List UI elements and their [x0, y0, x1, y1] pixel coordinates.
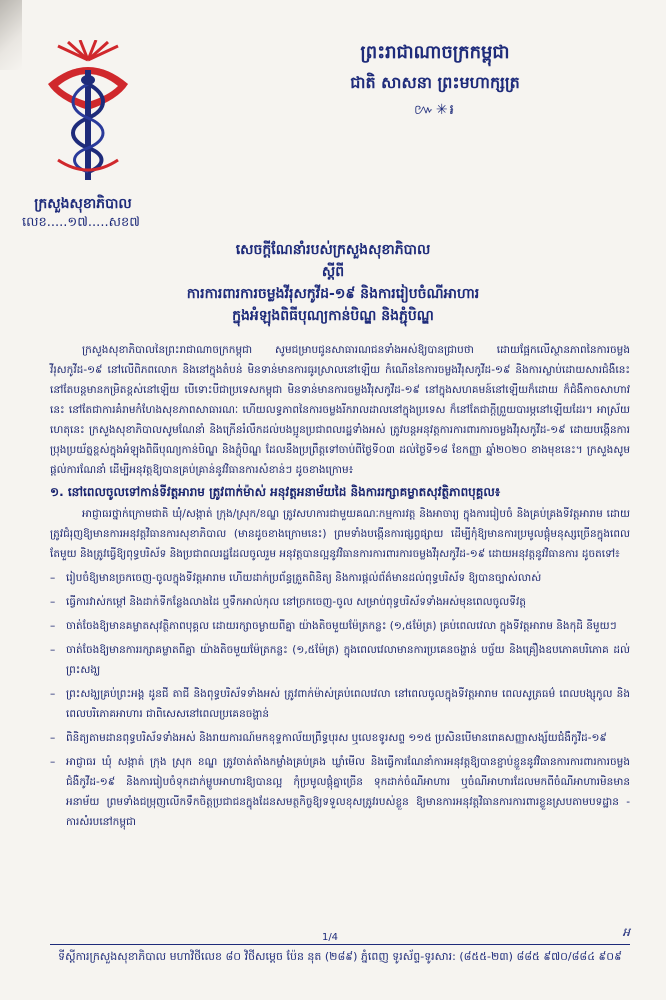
- notice-subject-line-1: ការការពារការចម្លងវីរុសកូវីដ-១៩ និងការរៀបចំណីអាហារ: [186, 286, 480, 302]
- ministry-name: ក្រសួងសុខាភិបាល: [34, 196, 132, 212]
- measures-list: [50, 568, 630, 836]
- list-item: – ព្រះសង្ឃគ្រប់ព្រះអង្គ ដូនជី តាជី និងពុទ្ធបរិស័ទទាំងអស់ ត្រូវពាក់ម៉ាស់គ្រប់ពេលវេលា នៅពេលចូលក្នុងទីវត្តអារាម ពេលសូត្រធម៌ ពេលបង្សុកូល និងពេលបរិភោគអាហារ ជាពិសេសនៅពេលប្រគេនចង្ហាន់: [50, 684, 630, 724]
- notice-subject-line-2: ក្នុងអំឡុងពិធីបុណ្យកាន់បិណ្ឌ និងភ្ជុំបិណ្ឌ: [232, 308, 434, 324]
- list-item: – អាជ្ញាធរ ឃុំ សង្កាត់ ក្រុង ស្រុក ខណ្ឌ ត្រូវចាត់តាំងកម្លាំងគ្រប់គ្រង ឃ្លាំមើល និងធ្វើការណែនាំការអនុវត្តឱ្យបានខ្ជាប់ខ្ជួននូវវិធានការការពារការចម្លងជំងឺកូវីដ-១៩ និងការរៀបចំទុកដាក់ម្ហូបអាហារឱ្យបានល្អ កុំប្រមូលផ្តុំគ្នាច្រើន ទុកដាក់ចំណីអាហារ ឬចំណីអាហារដែលមកពីចំណីអាហារមិនមានអនាម័យ ព្រមទាំងជម្រុញលើកទឹកចិត្តប្រជាជនក្នុងដែនសមត្ថកិច្ចឱ្យទទួលខុសត្រូវរបស់ខ្លួន ឱ្យមានការអនុវត្តវិធានការការពារខ្លួនស្របតាមបទដ្ឋាន - ការសំរបនៅកម្ពុជា: [50, 752, 630, 832]
- intro-paragraph: ក្រសួងសុខាភិបាលនៃព្រះរាជាណាចក្រកម្ពុជា សូមជម្រាបជូនសាធារណជនទាំងអស់ឱ្យបានជ្រាបថា ដោយផ្អែកលើស្ថានភាពនៃការចម្លងវីរុសកូវីដ-១៩ នៅលើពិភពលោក និងនៅក្នុងតំបន់ មិនទាន់មានការធូរស្រាលនៅឡើយ កំណើននៃការចម្លងវីរុសកូវីដ-១៩ និងការស្លាប់ដោយសារជំងឺនេះ នៅតែបន្តមានកម្រិតខ្ពស់នៅឡើយ បើទោះបីជាប្រទេសកម្ពុជា មិនទាន់មានការចម្លងវីរុសកូវីដ-១៩ នៅក្នុងសហគមន៍នៅឡើយក៏ដោយ ក៏ជំងឺកាចសាហាវនេះ នៅតែជាការគំរាមកំហែងសុខភាពសាធារណៈ ហើយលទ្ធភាពនៃការចម្លងរីករាលដាលនៅក្នុងប្រទេស ក៏នៅតែជាក្តីព្រួយបារម្ភនៅឡើយដែរ។ អាស្រ័យហេតុនេះ ក្រសួងសុខាភិបាលសូមណែនាំ និងក្រើនរំលឹកដល់បងប្អូនប្រជាពលរដ្ឋទាំងអស់ ត្រូវបន្តអនុវត្តការការពារការចម្លងវីរុសកូវីដ-១៩ ដោយបង្កើនការប្រុងប្រយ័ត្នខ្ពស់ក្នុងអំឡុងពិធីបុណ្យកាន់បិណ្ឌ និងភ្ជុំបិណ្ឌ ដែលនឹងប្រព្រឹត្តទៅចាប់ពីថ្ងៃទី០៣ ដល់ថ្ងៃទី១៨ ខែកញ្ញា ឆ្នាំ២០២០ ខាងមុខនេះ។ ក្រសួងសូមផ្តល់ការណែនាំ ដើម្បីអនុវត្តឱ្យបានគ្រប់គ្រាន់នូវវិធានការសំខាន់ៗ ដូចខាងក្រោម៖: [50, 344, 630, 476]
- section-1-paragraph: អាជ្ញាធរថ្នាក់ក្រោមជាតិ ឃុំ/សង្កាត់ ក្រុង/ស្រុក/ខណ្ឌ ត្រូវសហការជាមួយគណៈកម្មការវត្ត និងអាចារ្យ ក្នុងការរៀបចំ និងគ្រប់គ្រងទីវត្តអារាម ដោយត្រូវជំរុញឱ្យមានការអនុវត្តវិធានការសុខាភិបាល (មានដូចខាងក្រោមនេះ) ព្រមទាំងបង្កើនការផ្សព្វផ្សាយ ដើម្បីកុំឱ្យមានការប្រមូលផ្តុំមនុស្សច្រើនក្នុងពេលតែមួយ និងត្រូវធ្វើឱ្យពុទ្ធបរិស័ទ និងប្រជាពលរដ្ឋដែលចូលរួម អនុវត្តបានល្អនូវវិធានការការពារការចម្លងវីរុសកូវីដ-១៩ ដោយអនុវត្តនូវវិធានការ ដូចតទៅ៖: [50, 508, 630, 560]
- kingdom-title: ព្រះរាជាណាចក្រកម្ពុជា: [360, 42, 510, 63]
- ministry-logo: [28, 40, 148, 190]
- header-ornament: ៚✳៛: [414, 102, 456, 118]
- section-1-heading: ១. នៅពេលចូលទៅកាន់ទីវត្តអារាម ត្រូវពាក់ម៉ាស់ អនុវត្តអនាម័យដៃ និងការរក្សាគម្លាតសុវត្ថិភាពបុគ្គល៖: [50, 485, 501, 499]
- page-number: 1/4: [321, 932, 339, 943]
- list-item: – ចាត់ចែងឱ្យមានគម្លាតសុវត្ថិភាពបុគ្គល ដោយរក្សាចម្ងាយពីគ្នា យ៉ាងតិចមួយម៉ែត្រកន្លះ (១,៥ម៉ែត្រ) គ្រប់ពេលវេលា ក្នុងទីវត្តអារាម និងកុដិ នីមួយៗ: [50, 616, 630, 636]
- notice-title: សេចក្តីណែនាំរបស់ក្រសួងសុខាភិបាល: [235, 242, 431, 258]
- list-item: – រៀបចំឱ្យមានច្រកចេញ-ចូលក្នុងទីវត្តអារាម ហើយដាក់ប្រព័ន្ធត្រួតពិនិត្យ និងការផ្តល់ព័ត៌មានដល់ពុទ្ធបរិស័ទ ឱ្យបានច្បាស់លាស់: [50, 568, 630, 588]
- footer-divider: [50, 944, 630, 945]
- list-item: – ចាត់ចែងឱ្យមានការរក្សាគម្លាតពីគ្នា យ៉ាងតិចមួយម៉ែត្រកន្លះ (១,៥ម៉ែត្រ) ក្នុងពេលវេលាមានការប្រគេនចង្ហាន់ បច្ច័យ និងគ្រឿងឧបភោគបរិភោគ ដល់ព្រះសង្ឃ: [50, 640, 630, 680]
- national-motto: ជាតិ សាសនា ព្រះមហាក្សត្រ: [350, 73, 520, 92]
- footer-address: ទីស្តីការក្រសួងសុខាភិបាល មហាវិថីលេខ ៨០ វិថីសម្តេច ប៉ែន នុត (២៨៩) ភ្នំពេញ ទូរស័ព្ទ-ទូរសារ: (៨៥៥-២៣) ៨៨៥ ៩៧០/៨៨៤ ៩០៩: [58, 950, 622, 963]
- page-corner-shadow: [0, 0, 22, 70]
- page-initials: អ: [622, 925, 630, 939]
- list-item: – ធ្វើការវាស់កម្តៅ និងដាក់ទីកន្លែងលាងដៃ ឬទឹកអាល់កុល នៅច្រកចេញ-ចូល សម្រាប់ពុទ្ធបរិស័ទទាំងអស់មុនពេលចូលទីវត្ត: [50, 592, 630, 612]
- list-item: – ពិនិត្យតាមដានពុទ្ធបរិស័ទទាំងអស់ និងរាយការណ៍មកខុទ្ទកាល័យព្រឹទ្ធបុរស ឬលេខទូរសព្ទ ១១៥ ប្រសិនបើមានរោគសញ្ញាសង្ស័យជំងឺកូវីដ-១៩: [50, 728, 630, 748]
- notice-subject-label: ស្តីពី: [321, 264, 345, 280]
- document-number: លេខ.....១៧.....សខ៧: [22, 215, 140, 230]
